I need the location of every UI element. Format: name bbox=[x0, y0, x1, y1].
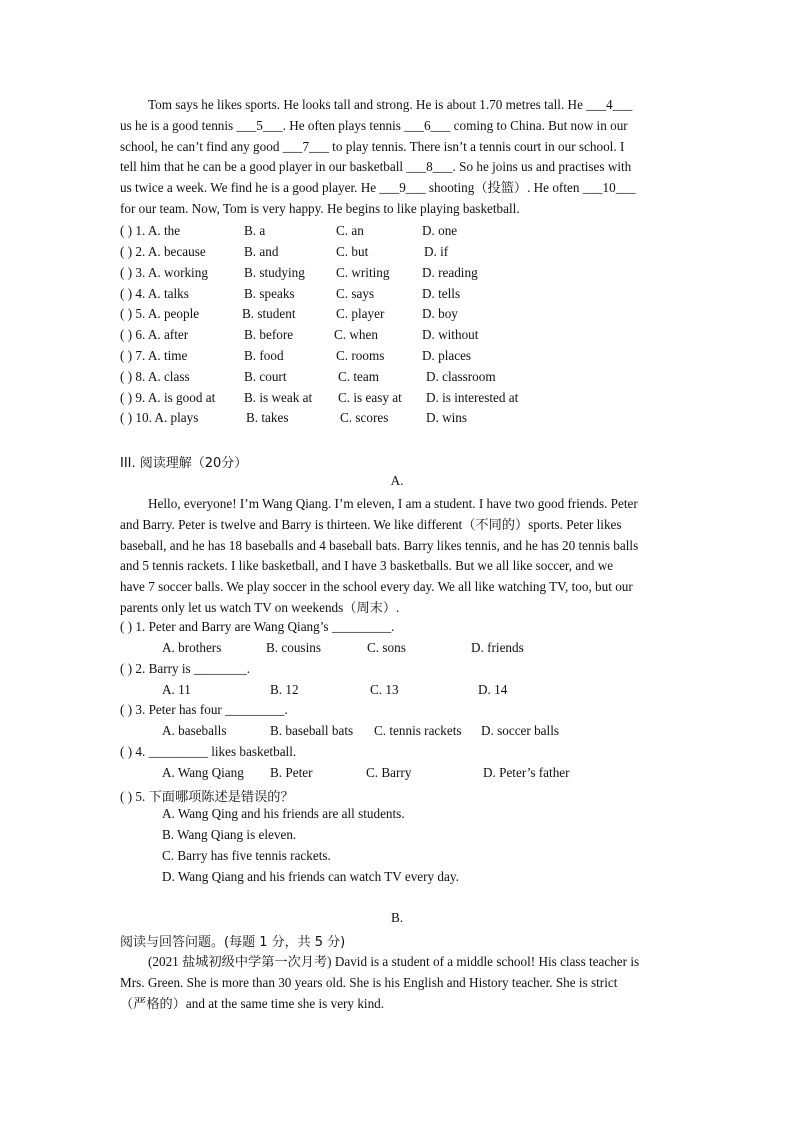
option-b: B. speaks bbox=[244, 286, 295, 301]
passage-line: (2021 盐城初级中学第一次月考) David is a student of a middle school! His class teacher is bbox=[148, 954, 640, 969]
cloze-line: tell him that he can be a good player in our basketball ___8___. So he joins us and practises with bbox=[120, 159, 632, 175]
option-d: D. one bbox=[422, 223, 458, 238]
option-b: B. before bbox=[244, 327, 294, 342]
option-d: D. places bbox=[422, 348, 472, 363]
passage-line: Hello, everyone! I’m Wang Qiang. I’m eleven, I am a student. I have two good friends. Peter bbox=[148, 496, 638, 511]
passage-line: have 7 soccer balls. We play soccer in the school every day. We all like watching TV, too, but our bbox=[120, 579, 633, 595]
option-a: A. 11 bbox=[162, 682, 191, 697]
option-c: C. Barry has five tennis rackets. bbox=[162, 848, 331, 863]
option-b: B. is weak at bbox=[244, 390, 313, 405]
option-b: B. food bbox=[244, 348, 284, 363]
option-c: C. an bbox=[336, 223, 364, 238]
option-a: A. brothers bbox=[162, 640, 222, 655]
option-c: C. rooms bbox=[336, 348, 385, 363]
option-b: B. court bbox=[244, 369, 287, 384]
question-number: ( ) 8. A. class bbox=[120, 369, 190, 384]
option-c: C. sons bbox=[367, 640, 406, 655]
option-d: D. friends bbox=[471, 640, 524, 655]
option-d: D. soccer balls bbox=[481, 723, 559, 738]
question-stem: ( ) 3. Peter has four _________. bbox=[120, 702, 288, 717]
question-stem: ( ) 4. _________ likes basketball. bbox=[120, 744, 297, 759]
option-d: D. Wang Qiang and his friends can watch TV every day. bbox=[162, 869, 459, 884]
option-b: B. Peter bbox=[270, 765, 313, 780]
option-d: D. wins bbox=[426, 410, 468, 425]
part-b-instruction: 阅读与回答问题。(每题 1 分，共 5 分) bbox=[120, 935, 346, 950]
question-stem: ( ) 1. Peter and Barry are Wang Qiang’s _________. bbox=[120, 619, 395, 634]
part-b-passage bbox=[120, 952, 674, 1014]
option-b: B. takes bbox=[246, 410, 289, 425]
option-c: C. Barry bbox=[366, 765, 412, 780]
question-stem: ( ) 5. 下面哪项陈述是错误的？ bbox=[120, 789, 294, 804]
option-c: C. but bbox=[336, 244, 369, 259]
option-d: D. is interested at bbox=[426, 390, 519, 405]
passage-line: baseball, and he has 18 baseballs and 4 baseball bats. Barry likes tennis, and he has 20 tennis balls bbox=[120, 537, 639, 553]
section-heading: III. 阅读理解（20分） bbox=[120, 456, 248, 471]
part-b-label: B. bbox=[390, 910, 404, 925]
option-d: D. boy bbox=[422, 306, 458, 321]
cloze-passage bbox=[120, 95, 674, 220]
passage-line: and Barry. Peter is twelve and Barry is thirteen. We like different（不同的）sports. Peter likes bbox=[120, 516, 622, 532]
question-number: ( ) 7. A. time bbox=[120, 348, 188, 363]
question-number: ( ) 10. A. plays bbox=[120, 410, 199, 425]
option-a: A. baseballs bbox=[162, 723, 227, 738]
question-number: ( ) 9. A. is good at bbox=[120, 390, 216, 405]
passage-line: （严格的）and at the same time she is very kind. bbox=[120, 995, 385, 1011]
cloze-line: school, he can’t find any good ___7___ to play tennis. There isn’t a tennis court in our school. I bbox=[120, 138, 625, 154]
option-b: B. baseball bats bbox=[270, 723, 354, 738]
question-number: ( ) 6. A. after bbox=[120, 327, 189, 342]
question-number: ( ) 3. A. working bbox=[120, 265, 208, 280]
cloze-line: Tom says he likes sports. He looks tall and strong. He is about 1.70 metres tall. He ___4___ bbox=[148, 97, 633, 112]
option-d: D. without bbox=[422, 327, 479, 342]
option-b: B. student bbox=[242, 306, 296, 321]
option-b: B. Wang Qiang is eleven. bbox=[162, 827, 297, 842]
option-d: D. classroom bbox=[426, 369, 496, 384]
option-d: D. reading bbox=[422, 265, 478, 280]
cloze-line: for our team. Now, Tom is very happy. He begins to like playing basketball. bbox=[120, 200, 520, 216]
question-number: ( ) 5. A. people bbox=[120, 306, 200, 321]
question-number: ( ) 1. A. the bbox=[120, 223, 181, 238]
option-c: C. says bbox=[336, 286, 375, 301]
option-d: D. 14 bbox=[478, 682, 508, 697]
option-b: B. studying bbox=[244, 265, 305, 280]
part-a-passage bbox=[120, 494, 674, 619]
passage-line: Mrs. Green. She is more than 30 years old. She is his English and History teacher. She is strict bbox=[120, 974, 618, 990]
question-number: ( ) 4. A. talks bbox=[120, 286, 189, 301]
part-a-label: A. bbox=[390, 473, 404, 488]
option-b: B. 12 bbox=[270, 682, 299, 697]
option-c: C. writing bbox=[336, 265, 390, 280]
cloze-line: us twice a week. We find he is a good player. He ___9___ shooting（投篮）. He often ___10___ bbox=[120, 180, 636, 196]
option-c: C. scores bbox=[340, 410, 389, 425]
passage-line: parents only let us watch TV on weekends（周末）. bbox=[120, 599, 400, 615]
option-c: C. 13 bbox=[370, 682, 399, 697]
option-b: B. a bbox=[244, 223, 266, 238]
option-c: C. team bbox=[338, 369, 380, 384]
option-a: A. Wang Qing and his friends are all students. bbox=[162, 806, 405, 821]
option-d: D. tells bbox=[422, 286, 461, 301]
option-c: C. when bbox=[334, 327, 378, 342]
option-d: D. if bbox=[424, 244, 449, 259]
passage-line: and 5 tennis rackets. I like basketball, and I have 3 basketballs. But we all like soccer, and we bbox=[120, 558, 614, 574]
option-a: A. Wang Qiang bbox=[162, 765, 244, 780]
question-stem: ( ) 2. Barry is ________. bbox=[120, 661, 251, 676]
option-b: B. and bbox=[244, 244, 279, 259]
option-c: C. tennis rackets bbox=[374, 723, 462, 738]
option-c: C. player bbox=[336, 306, 385, 321]
option-c: C. is easy at bbox=[338, 390, 402, 405]
question-number: ( ) 2. A. because bbox=[120, 244, 206, 259]
option-d: D. Peter’s father bbox=[483, 765, 570, 780]
option-b: B. cousins bbox=[266, 640, 321, 655]
cloze-line: us he is a good tennis ___5___. He often plays tennis ___6___ coming to China. But now in our bbox=[120, 117, 628, 133]
